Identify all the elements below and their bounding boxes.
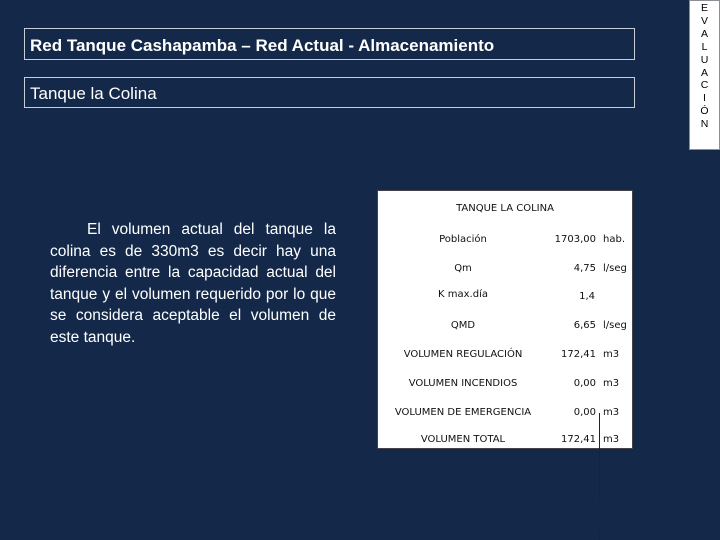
row-value-kmax: 1,4 [579,291,595,302]
row-value-volumen-emergencia: 0,00 [573,407,596,418]
row-unit-volumen-total: m3 [603,434,620,445]
row-label-poblacion: Población [439,234,487,245]
row-label-volumen-regulacion: VOLUMEN REGULACIÓN [403,349,523,360]
tank-data-table [377,190,633,449]
side-letter: A [700,27,708,40]
row-label-qmd: QMD [450,320,476,331]
row-unit-volumen-emergencia: m3 [603,407,620,418]
column-divider [599,413,600,499]
column-divider [599,531,600,540]
row-value-poblacion: 1703,00 [554,234,596,245]
table-title: TANQUE LA COLINA [456,203,554,214]
side-letter: V [700,14,708,27]
row-value-volumen-regulacion: 172,41 [561,349,596,360]
side-letter: I [703,92,706,105]
side-letter: C [700,79,709,92]
slide-title: Red Tanque Cashapamba – Red Actual - Almacenamiento [24,28,635,60]
row-value-qm: 4,75 [573,263,596,274]
row-unit-poblacion: hab. [603,234,625,245]
row-value-qmd: 6,65 [573,320,596,331]
row-value-volumen-incendios: 0,00 [573,378,596,389]
evaluacion-side-label [689,0,720,150]
side-letter: L [701,40,708,53]
row-label-volumen-total: VOLUMEN TOTAL [420,434,506,445]
side-letter: A [700,66,708,79]
row-label-volumen-incendios: VOLUMEN INCENDIOS [408,378,518,389]
row-label-qm: Qm [454,263,472,274]
description-paragraph: El volumen actual del tanque la colina es de 330m3 es decir hay una diferencia entre la capacidad actual del tanque y el volumen requerido por lo que se considera aceptable el volumen de este tanque. [50,221,336,346]
side-letter: E [700,2,708,14]
row-unit-qmd: l/seg [603,320,627,331]
slide-subtitle: Tanque la Colina [24,77,635,108]
side-letter: N [700,118,709,131]
row-value-volumen-total: 172,41 [561,434,596,445]
row-unit-qm: l/seg [603,263,627,274]
side-letter: U [700,53,709,66]
side-letter: Ó [700,105,709,118]
row-label-volumen-emergencia: VOLUMEN DE EMERGENCIA [394,407,532,418]
row-label-kmax: K max.día [438,289,488,300]
row-unit-volumen-regulacion: m3 [603,349,620,360]
row-unit-volumen-incendios: m3 [603,378,620,389]
